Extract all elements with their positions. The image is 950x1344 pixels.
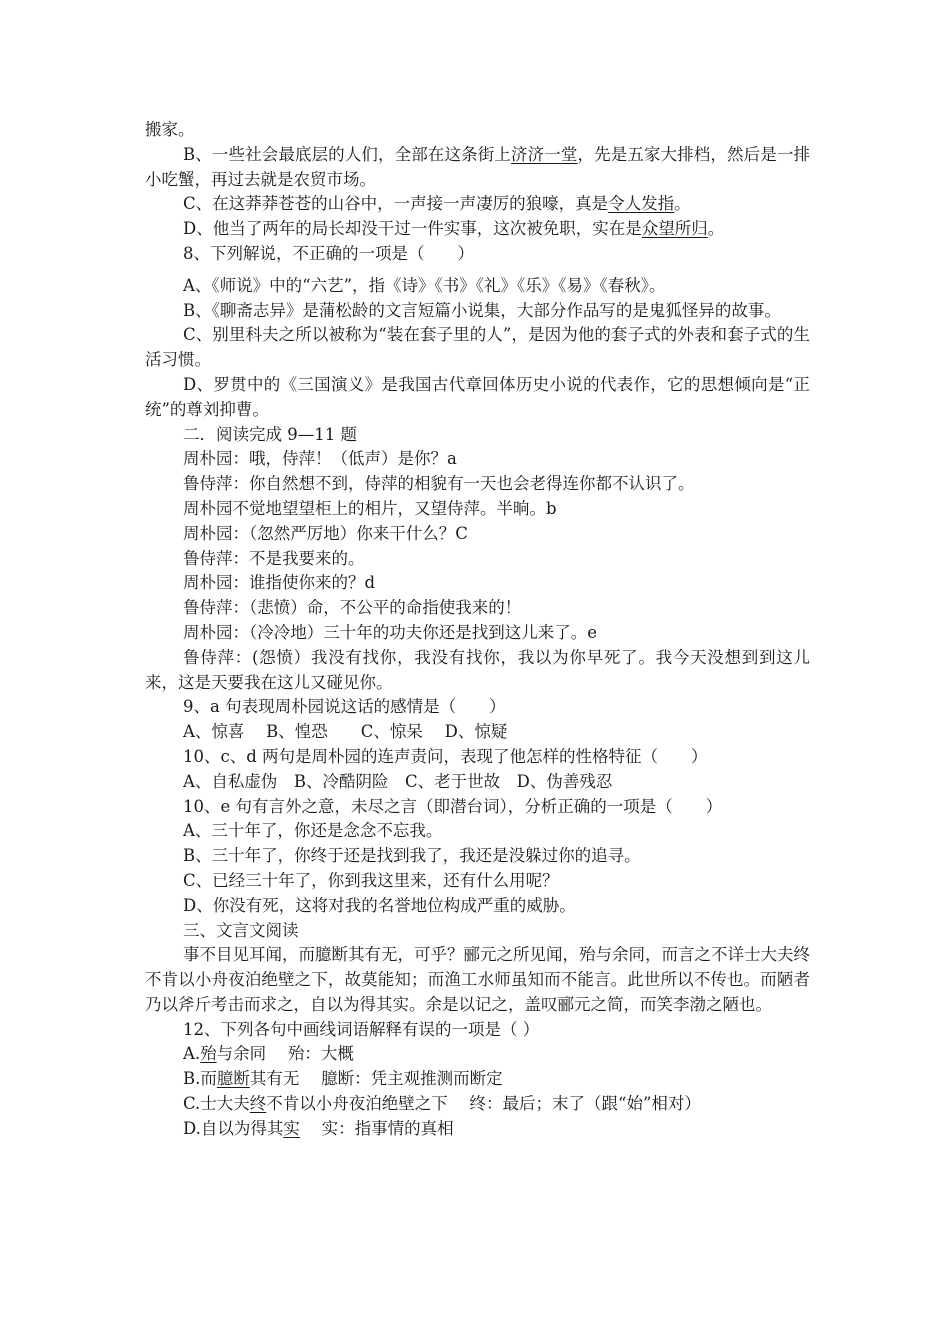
q12-a-underlined: 殆 (200, 1044, 217, 1064)
q10-stem: 10、c、d 两句是周朴园的连声责问，表现了他怎样的性格特征（ ） (183, 746, 708, 766)
dialogue-line: 鲁侍萍：（悲愤）命，不公平的命指使我来的！ (183, 598, 522, 618)
q10-options: A、自私虚伪 B、冷酷阴险 C、老于世故 D、伪善残忍 (183, 771, 613, 791)
q12-b-underlined: 臆断 (216, 1069, 250, 1089)
q8-option-a: A、《师说》中的“六艺”，指《诗》《书》《礼》《乐》《易》《春秋》。 (183, 275, 666, 295)
dialogue-line: 鲁侍萍：你自然想不到，侍萍的相貌有一天也会老得连你都不认识了。 (183, 474, 695, 494)
q11-option-b: B、三十年了，你终于还是找到我了，我还是没躲过你的追寻。 (183, 846, 641, 866)
dialogue-line: 周朴园：谁指使你来的？d (183, 573, 376, 593)
q9-stem: 9、a 句表现周朴园说这话的感情是（ ） (183, 697, 506, 717)
q7-d-underlined: 众望所归 (641, 219, 708, 239)
q11-option-a: A、三十年了，你还是念念不忘我。 (183, 821, 443, 841)
q12-option-d: D.自以为得其实 实：指事情的真相 (183, 1118, 454, 1138)
section-2-heading: 二．阅读完成 9—11 题 (183, 424, 357, 444)
dialogue-line: 周朴园：哦，侍萍！（低声）是你？a (183, 449, 457, 469)
q8-option-b: B、《聊斋志异》是蒲松龄的文言短篇小说集，大部分作品写的是鬼狐怪异的故事。 (183, 300, 781, 320)
q11-stem: 10、e 句有言外之意，未尽之言（即潜台词），分析正确的一项是（ ） (183, 796, 723, 816)
q12-option-b: B.而臆断其有无 臆断：凭主观推测而断定 (183, 1069, 503, 1089)
q12-option-a: A.殆与余同 殆：大概 (183, 1044, 354, 1064)
dialogue-line: 周朴园：（冷冷地）三十年的功夫你还是找到这儿来了。e (183, 622, 598, 642)
q12-stem: 12、下列各句中画线词语解释有误的一项是（ ） (183, 1019, 540, 1039)
q7-option-d: D、他当了两年的局长却没干过一件实事，这次被免职，实在是众望所归。 (183, 219, 725, 239)
q12-option-c: C.士大夫终不肯以小舟夜泊绝壁之下 终：最后；末了（跟“始”相对） (183, 1094, 701, 1114)
q11-option-c: C、已经三十年了，你到我这里来，还有什么用呢？ (183, 870, 559, 890)
classical-passage: 事不目见耳闻，而臆断其有无，可乎？郦元之所见闻，殆与余同，而言之不详士大夫终不肯以小舟夜泊绝壁之下，故莫能知；而渔工水师虽知而不能言。此世所以不传也。而陋者乃以斧斤考击而求之，自以为得其实。余是以记之，盖叹郦元之简，而笑李渤之陋也。 (145, 945, 810, 1014)
q7-option-b: B、一些社会最底层的人们，全部在这条街上济济一堂，先是五家大排档，然后是一排小吃蟹，再过去就是农贸市场。 (145, 144, 811, 189)
dialogue-line: 鲁侍萍：不是我要来的。 (183, 548, 365, 568)
q7-tail: 搬家。 (145, 120, 195, 139)
q8-option-d: D、罗贯中的《三国演义》是我国古代章回体历史小说的代表作，它的思想倾向是“正统”的尊刘抑曹。 (145, 374, 810, 419)
dialogue-line: 周朴园不觉地望望柜上的相片，又望侍萍。半晌。b (183, 498, 557, 518)
q7-c-underlined: 令人发指 (608, 194, 675, 214)
q9-options: A、惊喜 B、惶恐 C、惊呆 D、惊疑 (183, 722, 508, 742)
q7-b-underlined: 济济一堂 (510, 144, 578, 164)
dialogue-line: 周朴园：（忽然严厉地）你来干什么？C (183, 523, 468, 543)
section-3-heading: 三、文言文阅读 (183, 920, 299, 940)
dialogue-line: 鲁侍萍：(怨愤）我没有找你，我没有找你，我以为你早死了。我今天没想到到这儿来，这是天要我在这儿又碰见你。 (145, 647, 810, 692)
q11-option-d: D、你没有死，这将对我的名誉地位构成严重的威胁。 (183, 895, 576, 915)
q12-d-underlined: 实 (283, 1118, 300, 1138)
q8-option-c: C、别里科夫之所以被称为“装在套子里的人”，是因为他的套子式的外表和套子式的生活习惯。 (145, 325, 810, 370)
document-page (145, 118, 810, 1142)
q12-c-underlined: 终 (249, 1094, 267, 1114)
q8-stem: 8、下列解说，不正确的一项是（ ） (183, 243, 474, 263)
q7-option-c: C、在这莽莽苍苍的山谷中，一声接一声凄厉的狼嚎，真是令人发指。 (183, 194, 691, 214)
